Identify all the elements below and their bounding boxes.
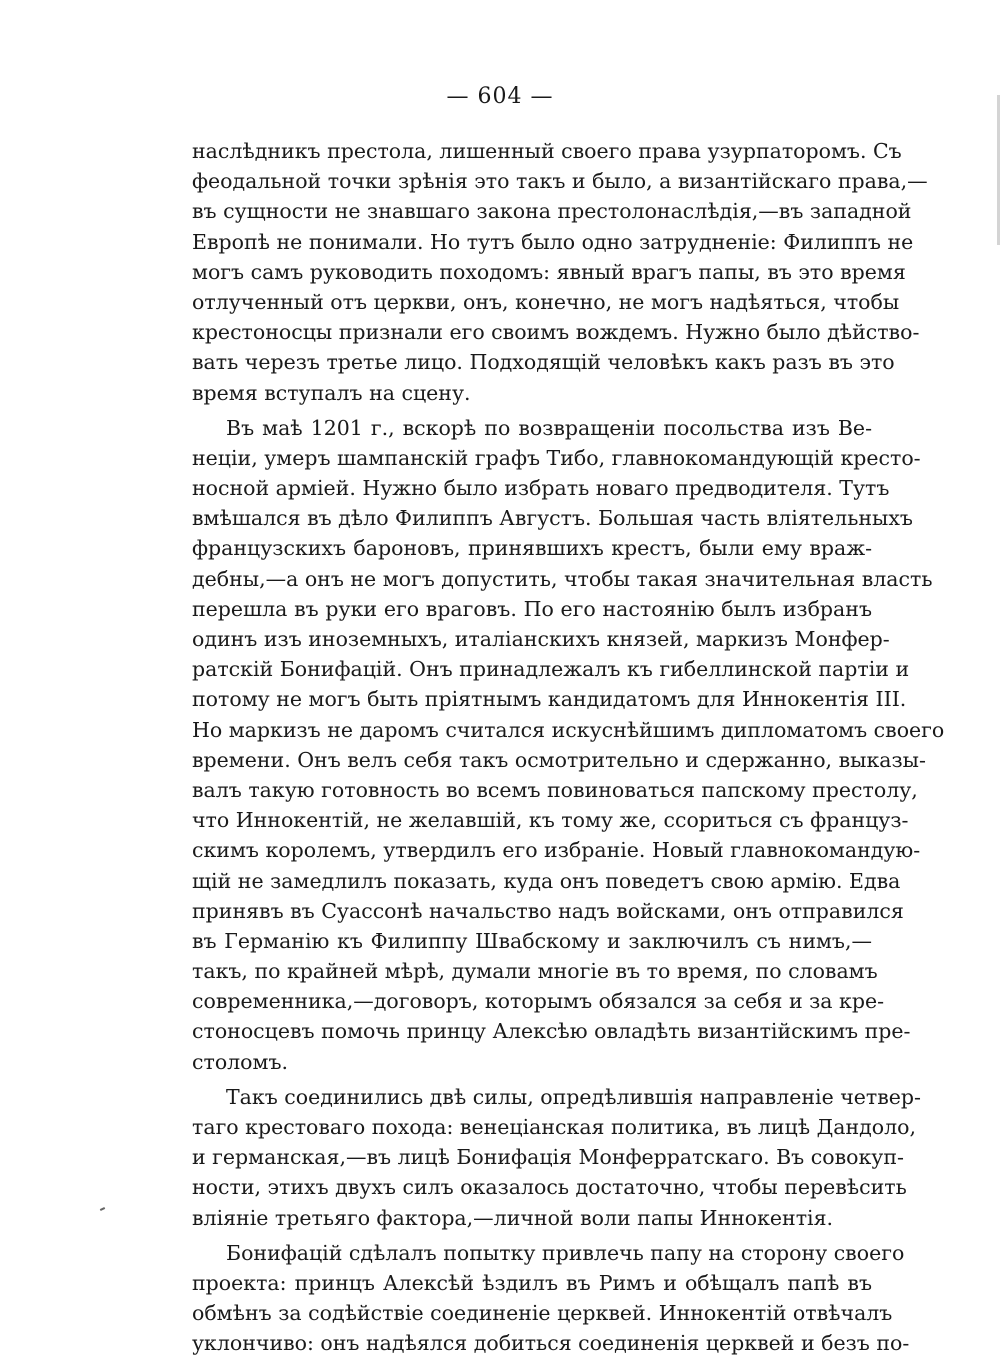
text-line: обмѣнъ за содѣйствіе соединеніе церквей. Иннокентій отвѣчалъ bbox=[192, 1301, 893, 1326]
text-line: время вступалъ на сцену. bbox=[192, 380, 471, 405]
text-line: скимъ королемъ, утвердилъ его избраніе. Новый главнокомандую- bbox=[192, 838, 921, 863]
text-line: потому не могъ быть пріятнымъ кандидатомъ для Иннокентія III. bbox=[192, 687, 907, 712]
paragraph bbox=[192, 136, 928, 408]
text-line: въ сущности не знавшаго закона престолонаслѣдія,—въ западной bbox=[192, 199, 912, 224]
body-text bbox=[192, 136, 945, 1359]
page-number: — 604 — bbox=[446, 84, 554, 109]
paragraph bbox=[192, 1082, 921, 1233]
ink-mark bbox=[100, 1207, 105, 1211]
text-line: наслѣдникъ престола, лишенный своего права узурпаторомъ. Съ bbox=[192, 139, 902, 163]
text-line: одинъ изъ иноземныхъ, италіанскихъ князей, маркизъ Монфер- bbox=[192, 627, 890, 651]
text-line: и германская,—въ лицѣ Бонифація Монферратскаго. Въ совокуп- bbox=[192, 1145, 904, 1170]
text-line: носной арміей. Нужно было избрать новаго предводителя. Тутъ bbox=[192, 476, 890, 501]
text-line: уклончиво: онъ надѣялся добиться соединенія церквей и безъ по- bbox=[192, 1331, 910, 1356]
text-line: перешла въ руки его враговъ. По его настоянію былъ избранъ bbox=[192, 596, 872, 621]
text-line: Такъ соединились двѣ силы, опредѣлившія направленіе четвер- bbox=[226, 1084, 921, 1109]
text-line: проекта: принцъ Алексѣй ѣздилъ въ Римъ и обѣщалъ папѣ въ bbox=[192, 1270, 872, 1295]
text-line: ности, этихъ двухъ силъ оказалось достаточно, чтобы перевѣсить bbox=[192, 1175, 907, 1200]
text-line: въ Германію къ Филиппу Швабскому и заключилъ съ нимъ,— bbox=[192, 928, 872, 953]
text-line: таго крестоваго похода: венеціанская политика, въ лицѣ Дандоло, bbox=[192, 1115, 916, 1139]
text-line: что Иннокентій, не желавшій, къ тому же, ссориться съ француз- bbox=[192, 808, 909, 833]
text-line: щій не замедлилъ показать, куда онъ поведетъ свою армію. Едва bbox=[192, 868, 901, 893]
text-line: ратскій Бонифацій. Онъ принадлежалъ къ гибеллинской партіи и bbox=[192, 657, 910, 682]
text-line: вліяніе третьяго фактора,—личной воли папы Иннокентія. bbox=[192, 1205, 834, 1230]
text-line: столомъ. bbox=[192, 1049, 289, 1074]
text-line: вать черезъ третье лицо. Подходящій человѣкъ какъ разъ въ это bbox=[192, 350, 895, 375]
text-line: Но маркизъ не даромъ считался искуснѣйшимъ дипломатомъ своего bbox=[192, 717, 945, 742]
text-line: могъ самъ руководить походомъ: явный врагъ папы, въ это время bbox=[192, 259, 906, 284]
text-line: стоносцевъ помочь принцу Алексѣю овладѣть византійскимъ пре- bbox=[192, 1019, 911, 1044]
paragraph bbox=[192, 1238, 910, 1359]
text-line: дебны,—а онъ не могъ допустить, чтобы такая значительная власть bbox=[192, 566, 933, 591]
text-line: Европѣ не понимали. Но тутъ было одно затрудненіе: Филиппъ не bbox=[192, 229, 914, 254]
text-line: современника,—договоръ, которымъ обязался за себя и за кре- bbox=[192, 989, 885, 1014]
text-line: валъ такую готовность во всемъ повиноваться папскому престолу, bbox=[192, 777, 918, 802]
text-line: неціи, умеръ шампанскій графъ Тибо, главнокомандующій кресто- bbox=[192, 445, 921, 470]
text-line: времени. Онъ велъ себя такъ осмотрительно и сдержанно, выказы- bbox=[192, 747, 926, 772]
text-line: такъ, по крайней мѣрѣ, думали многіе въ то время, по словамъ bbox=[192, 959, 878, 984]
text-line: принявъ въ Суассонѣ начальство надъ войсками, онъ отправился bbox=[192, 898, 904, 923]
text-line: отлученный отъ церкви, онъ, конечно, не могъ надѣяться, чтобы bbox=[192, 289, 900, 314]
text-line: французскихъ бароновъ, принявшихъ крестъ, были ему враж- bbox=[192, 536, 872, 561]
text-line: феодальной точки зрѣнія это такъ и было, а византійскаго права,— bbox=[192, 169, 928, 194]
paragraph bbox=[192, 413, 945, 1077]
text-line: Въ маѣ 1201 г., вскорѣ по возвращеніи посольства изъ Ве- bbox=[226, 415, 872, 440]
text-line: Бонифацій сдѣлалъ попытку привлечь папу на сторону своего bbox=[226, 1240, 905, 1265]
text-line: вмѣшался въ дѣло Филиппъ Августъ. Большая часть вліятельныхъ bbox=[192, 506, 913, 531]
text-line: крестоносцы признали его своимъ вождемъ. Нужно было дѣйство- bbox=[192, 320, 920, 345]
